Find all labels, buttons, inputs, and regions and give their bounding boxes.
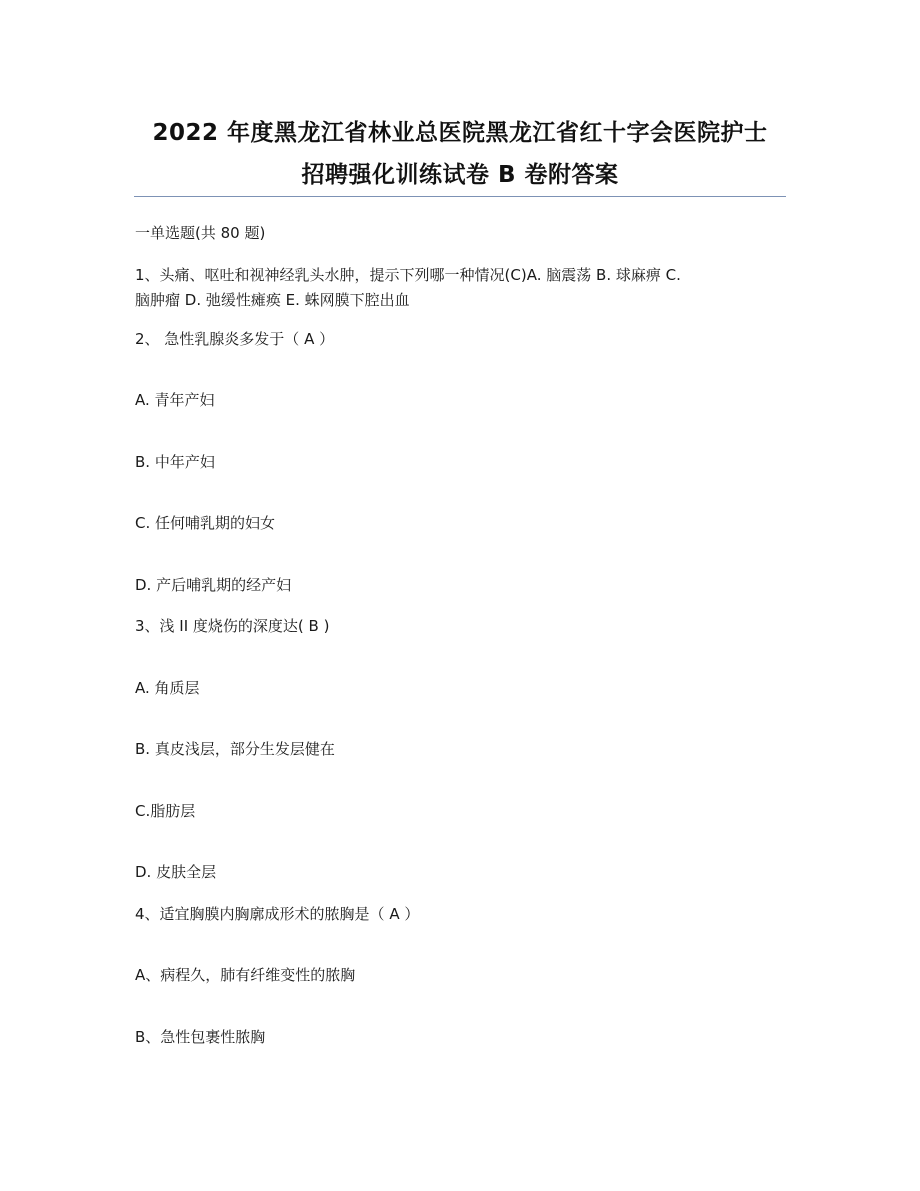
- question-3-option-a: A. 角质层: [135, 679, 200, 697]
- question-2-option-a: A. 青年产妇: [135, 391, 215, 409]
- question-2-option-d: D. 产后哺乳期的经产妇: [135, 576, 292, 594]
- title-divider: [134, 196, 786, 197]
- document-title-line-2: 招聘强化训练试卷 B 卷附答案: [301, 162, 619, 188]
- question-4: 4、适宜胸膜内胸廓成形术的脓胸是（ A ）: [135, 905, 420, 923]
- section-header: 一单选题(共 80 题): [135, 224, 266, 242]
- question-3-option-c: C.脂肪层: [135, 802, 196, 820]
- question-3-option-d: D. 皮肤全层: [135, 863, 217, 881]
- question-1-line-2: 脑肿瘤 D. 弛缓性瘫痪 E. 蛛网膜下腔出血: [135, 291, 410, 309]
- question-2: 2、 急性乳腺炎多发于（ A ）: [135, 330, 335, 348]
- question-3: 3、浅 II 度烧伤的深度达( B ): [135, 617, 330, 635]
- question-2-option-b: B. 中年产妇: [135, 453, 215, 471]
- question-2-option-c: C. 任何哺乳期的妇女: [135, 514, 276, 532]
- question-4-option-b: B、急性包裹性脓胸: [135, 1028, 266, 1046]
- question-3-option-b: B. 真皮浅层，部分生发层健在: [135, 740, 335, 758]
- question-1-line-1: 1、头痛、呕吐和视神经乳头水肿，提示下列哪一种情况(C)A. 脑震荡 B. 球麻痹 C.: [135, 266, 681, 284]
- question-4-option-a: A、病程久，肺有纤维变性的脓胸: [135, 966, 356, 984]
- document-title-line-1: 2022 年度黑龙江省林业总医院黑龙江省红十字会医院护士: [152, 120, 768, 146]
